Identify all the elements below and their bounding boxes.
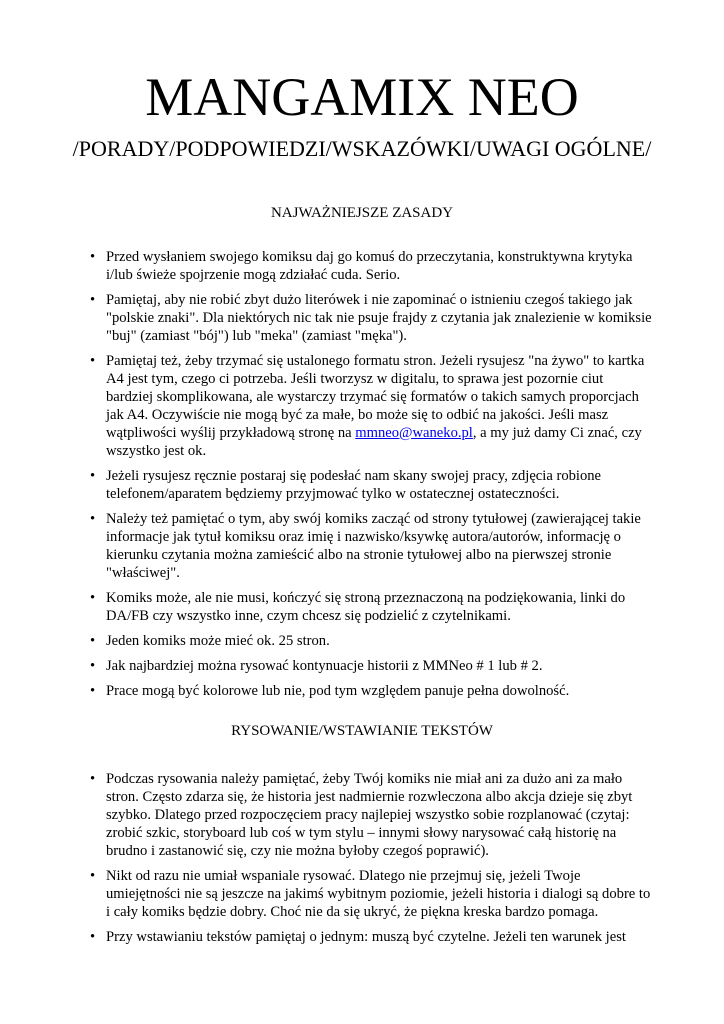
bullet-text: Prace mogą być kolorowe lub nie, pod tym względem panuje pełna dowolność. — [106, 682, 570, 699]
bullet-icon: • — [90, 248, 96, 265]
bullet-text — [106, 352, 652, 460]
bullet-text: Pamiętaj, aby nie robić zbyt dużo literówek i nie zapominać o istnieniu czegoś takiego jak "polskie znaki". Dla niektórych nic tak nie psuje frajdy z czytania jak znalezienie w komiksie "buj" (zamiast "bój") lub "meka" (zamiast "męka"). — [106, 291, 652, 344]
bullet-text-before-link: Pamiętaj też, żeby trzymać się ustalonego formatu stron. Jeżeli rysujesz "na żywo" to kartka A4 jest tym, czego ci potrzeba. Jeśli tworzysz w digitalu, to sprawa jest pozornie ciut bardziej skomplikowana, ale wystarczy trzymać się formatów o takich samych proporcjach jak A4. Oczywiście nie mogą być za małe, bo może się to odbić na jakości. Jeśli masz wątpliwości wyślij przykładową stronę na — [106, 352, 645, 441]
bullet-list-rules — [0, 248, 724, 700]
bullet-icon: • — [90, 352, 96, 369]
bullet-text-after-link: , a my już damy Ci znać, czy wszystko jest ok. — [106, 424, 642, 459]
bullet-text: Jak najbardziej można rysować kontynuacje historii z MMNeo # 1 lub # 2. — [106, 657, 543, 674]
bullet-icon: • — [90, 632, 96, 649]
bullet-text: Nikt od razu nie umiał wspaniale rysować. Dlatego nie przejmuj się, jeżeli Twoje umiejętności nie są jeszcze na jakimś wybitnym poziomie, jeżeli historia i dialogi są dobre to i cały komiks będzie dobry. Choć nie da się ukryć, że piękna kreska bardzo pomaga. — [106, 867, 651, 920]
list-item — [90, 589, 652, 625]
bullet-icon: • — [90, 867, 96, 884]
bullet-text: Podczas rysowania należy pamiętać, żeby Twój komiks nie miał ani za dużo ani za mało stron. Często zdarza się, że historia jest nadmiernie rozwleczona albo akcja dzieje się zbyt szybko. Dlatego przed rozpoczęciem pracy najlepiej wszystko sobie rozplanować (czytaj: zrobić szkic, storyboard lub coś w tym stylu – innymi słowy narysować całą historię na brudno i zastanowić się, czy nie można byłoby czegoś poprawić). — [106, 770, 633, 859]
bullet-text: Przy wstawianiu tekstów pamiętaj o jednym: muszą być czytelne. Jeżeli ten warunek jest — [106, 928, 626, 945]
bullet-icon: • — [90, 589, 96, 606]
bullet-icon: • — [90, 928, 96, 945]
section-rules — [0, 204, 724, 700]
list-item — [90, 467, 652, 503]
section-drawing — [0, 722, 724, 946]
list-item — [90, 867, 652, 921]
bullet-icon: • — [90, 770, 96, 787]
bullet-text: Komiks może, ale nie musi, kończyć się stroną przeznaczoną na podziękowania, linki do DA/FB czy wszystko inne, czym chcesz się podzielić z czytelnikami. — [106, 589, 626, 624]
list-item — [90, 682, 652, 700]
list-item — [90, 632, 652, 650]
bullet-text: Jeden komiks może mieć ok. 25 stron. — [106, 632, 330, 649]
page-subtitle: /PORADY/PODPOWIEDZI/WSKAZÓWKI/UWAGI OGÓLNE/ — [72, 136, 652, 162]
list-item — [90, 291, 652, 345]
page-title: MANGAMIX NEO — [145, 67, 579, 127]
email-link[interactable]: mmneo@waneko.pl — [355, 424, 473, 441]
list-item — [90, 510, 652, 582]
bullet-icon: • — [90, 467, 96, 484]
section-heading-drawing: RYSOWANIE/WSTAWIANIE TEKSTÓW — [231, 722, 493, 739]
bullet-icon: • — [90, 657, 96, 674]
list-item — [90, 928, 652, 946]
list-item — [90, 352, 652, 460]
bullet-text: Przed wysłaniem swojego komiksu daj go komuś do przeczytania, konstruktywna krytyka i/lub świeże spojrzenie mogą zdziałać cuda. Serio. — [106, 248, 633, 283]
bullet-icon: • — [90, 510, 96, 527]
list-item — [90, 770, 652, 860]
list-item — [90, 248, 652, 284]
list-item — [90, 657, 652, 675]
section-heading-rules: NAJWAŻNIEJSZE ZASADY — [270, 204, 454, 221]
bullet-text: Jeżeli rysujesz ręcznie postaraj się podesłać nam skany swojej pracy, zdjęcia robione telefonem/aparatem będziemy przyjmować tylko w ostatecznej ostateczności. — [106, 467, 602, 502]
bullet-text: Należy też pamiętać o tym, aby swój komiks zacząć od strony tytułowej (zawierającej takie informacje jak tytuł komiksu oraz imię i nazwisko/ksywkę autora/autorów, informację o kierunku czytania można zamieścić albo na stronie tytułowej albo na pierwszej stronie "właściwej". — [106, 510, 641, 581]
bullet-icon: • — [90, 291, 96, 308]
bullet-icon: • — [90, 682, 96, 699]
bullet-list-drawing — [0, 770, 724, 946]
